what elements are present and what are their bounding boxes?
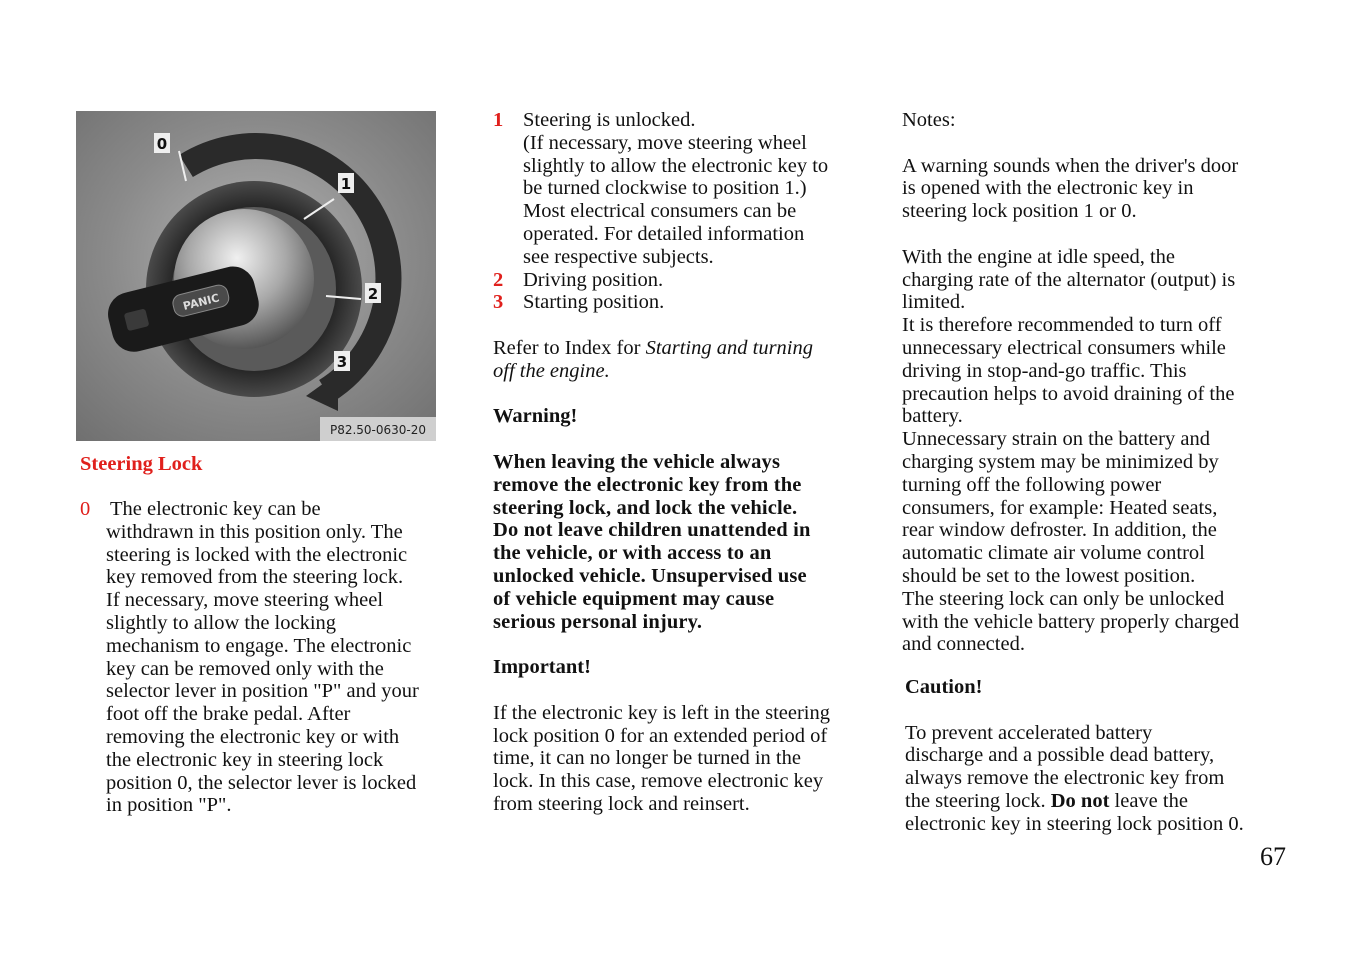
caution-line: electronic key in steering lock position 0. xyxy=(905,812,1244,835)
item0-line: steering is locked with the electronic xyxy=(106,543,408,566)
warning-line: When leaving the vehicle always xyxy=(493,450,781,473)
item0-line: mechanism to engage. The electronic xyxy=(106,634,412,657)
important-body xyxy=(493,702,863,816)
refer-prefix: Refer to Index for xyxy=(493,336,646,359)
caution-line xyxy=(905,790,1285,813)
notes-heading: Notes: xyxy=(902,109,956,131)
caution-block xyxy=(905,676,1285,836)
item1-line: see respective subjects. xyxy=(523,245,714,268)
item0-line: The electronic key can be xyxy=(110,498,321,520)
note2-line: The steering lock can only be unlocked xyxy=(902,587,1225,610)
item1-line: operated. For detailed information xyxy=(523,222,805,245)
note2-line: with the vehicle battery properly charged xyxy=(902,610,1240,633)
item0-line: key removed from the steering lock. xyxy=(106,566,404,589)
note2-line: turning off the following power xyxy=(902,473,1162,496)
figure-label: P82.50-0630-20 xyxy=(329,423,427,437)
steering-lock-figure xyxy=(76,111,436,441)
note2-line: precaution helps to avoid draining of the xyxy=(902,382,1235,405)
item-number-3: 3 xyxy=(493,291,504,314)
note2-line: rear window defroster. In addition, the xyxy=(902,519,1217,542)
note2-line: It is therefore recommended to turn off xyxy=(902,314,1222,337)
position-3-item xyxy=(493,291,863,314)
item-number-1: 1 xyxy=(493,109,504,131)
item0-line: the electronic key in steering lock xyxy=(106,748,384,771)
page-number: 67 xyxy=(1260,842,1286,871)
item2-text: Driving position. xyxy=(523,268,664,291)
figure-position-1: 1 xyxy=(340,175,352,193)
caution-line: discharge and a possible dead battery, xyxy=(905,744,1215,767)
warning-line: of vehicle equipment may cause xyxy=(493,587,775,610)
warning-line: the vehicle, or with access to an xyxy=(493,542,772,565)
item1-line: be turned clockwise to position 1.) xyxy=(523,177,807,200)
caution-text: leave the xyxy=(1109,789,1188,812)
caution-line: To prevent accelerated battery xyxy=(905,721,1153,744)
item0-line: position 0, the selector lever is locked xyxy=(106,771,417,794)
note1-line: steering lock position 1 or 0. xyxy=(902,200,1137,223)
item0-line: If necessary, move steering wheel xyxy=(106,589,384,612)
note1-line: is opened with the electronic key in xyxy=(902,177,1194,200)
note2-line: automatic climate air volume control xyxy=(902,542,1205,565)
refer-italic: off the engine. xyxy=(493,359,610,382)
item0-line: slightly to allow the locking xyxy=(106,611,337,634)
note1-line: A warning sounds when the driver's door xyxy=(902,154,1239,177)
item-number-2: 2 xyxy=(493,268,504,291)
caution-heading: Caution! xyxy=(905,676,983,698)
position-0-description xyxy=(80,498,450,817)
important-line: time, it can no longer be turned in the xyxy=(493,747,801,770)
figure-position-0: 0 xyxy=(156,135,168,153)
note2-line: With the engine at idle speed, the xyxy=(902,245,1175,268)
position-1-item xyxy=(493,109,863,269)
warning-line: remove the electronic key from the xyxy=(493,473,802,496)
important-line: lock position 0 for an extended period of xyxy=(493,724,828,747)
important-line: If the electronic key is left in the steering xyxy=(493,701,830,724)
item0-line: removing the electronic key or with xyxy=(106,725,400,748)
note2-line: charging system may be minimized by xyxy=(902,450,1219,473)
item0-line: key can be removed only with the xyxy=(106,657,384,680)
ignition-illustration xyxy=(76,111,436,441)
section-caption: Steering Lock xyxy=(80,453,203,475)
right-column xyxy=(902,109,1282,656)
item1-line: Most electrical consumers can be xyxy=(523,200,797,223)
caution-text: the steering lock. xyxy=(905,789,1051,812)
note2-line: driving in stop-and-go traffic. This xyxy=(902,359,1187,382)
caution-line: always remove the electronic key from xyxy=(905,767,1225,790)
figure-position-2: 2 xyxy=(367,285,379,303)
important-heading: Important! xyxy=(493,656,591,679)
note2-line: should be set to the lowest position. xyxy=(902,564,1196,587)
warning-body xyxy=(493,451,863,633)
figure-position-3: 3 xyxy=(336,353,348,371)
important-line: from steering lock and reinsert. xyxy=(493,792,750,815)
caution-emphasis: Do not xyxy=(1050,789,1110,812)
note2-line: charging rate of the alternator (output) is xyxy=(902,268,1236,291)
item3-text: Starting position. xyxy=(523,291,665,314)
item0-line: in position "P". xyxy=(106,794,232,817)
position-2-item xyxy=(493,269,863,292)
warning-line: serious personal injury. xyxy=(493,610,703,633)
note2-line: consumers, for example: Heated seats, xyxy=(902,496,1218,519)
note2-line: Unnecessary strain on the battery and xyxy=(902,428,1210,451)
item0-line: selector lever in position "P" and your xyxy=(106,680,419,703)
item1-line: Steering is unlocked. xyxy=(523,109,696,131)
important-line: lock. In this case, remove electronic key xyxy=(493,770,824,793)
note-1 xyxy=(902,155,1282,223)
item1-line: slightly to allow the electronic key to xyxy=(523,154,829,177)
note2-line: limited. xyxy=(902,291,966,314)
item-number-0: 0 xyxy=(80,498,91,520)
warning-line: steering lock, and lock the vehicle. xyxy=(493,496,798,519)
middle-column xyxy=(493,109,863,816)
panic-button-label: PANIC xyxy=(181,291,221,313)
refer-index-text xyxy=(493,337,863,360)
item0-line: foot off the brake pedal. After xyxy=(106,703,351,726)
note2-line: unnecessary electrical consumers while xyxy=(902,336,1226,359)
warning-heading: Warning! xyxy=(493,405,578,428)
note-2 xyxy=(902,246,1282,656)
note2-line: and connected. xyxy=(902,633,1025,656)
item0-line: withdrawn in this position only. The xyxy=(106,520,403,543)
position-0-item xyxy=(80,498,450,817)
note2-line: battery. xyxy=(902,405,963,428)
refer-italic: Starting and turning xyxy=(645,336,813,359)
item1-line: (If necessary, move steering wheel xyxy=(523,131,807,154)
warning-line: unlocked vehicle. Unsupervised use xyxy=(493,564,807,587)
warning-line: Do not leave children unattended in xyxy=(493,519,811,542)
